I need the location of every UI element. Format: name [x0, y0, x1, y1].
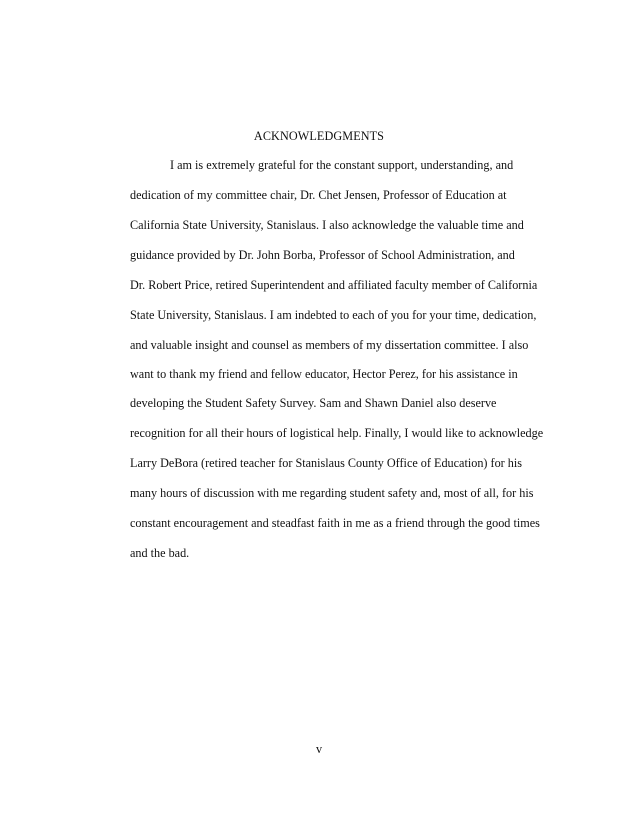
page-title: ACKNOWLEDGMENTS — [253, 129, 385, 143]
paragraph-line-5: Dr. Robert Price, retired Superintendent and affiliated faculty member of California — [130, 278, 538, 292]
paragraph-line-9: developing the Student Safety Survey. Sam and Shawn Daniel also deserve — [130, 396, 497, 410]
paragraph-line-12: many hours of discussion with me regarding student safety and, most of all, for his — [130, 486, 534, 500]
paragraph-line-14: and the bad. — [130, 546, 190, 560]
page-number: v — [315, 742, 323, 756]
paragraph-line-10: recognition for all their hours of logistical help. Finally, I would like to acknowledge — [130, 426, 544, 440]
paragraph-line-7: and valuable insight and counsel as members of my dissertation committee. I also — [130, 338, 529, 352]
paragraph-line-2: dedication of my committee chair, Dr. Chet Jensen, Professor of Education at — [130, 188, 507, 202]
paragraph-line-11: Larry DeBora (retired teacher for Stanislaus County Office of Education) for his — [130, 456, 523, 470]
paragraph-line-8: want to thank my friend and fellow educator, Hector Perez, for his assistance in — [130, 367, 518, 381]
paragraph-line-13: constant encouragement and steadfast faith in me as a friend through the good times — [130, 516, 540, 530]
paragraph-line-3: California State University, Stanislaus. I also acknowledge the valuable time and — [130, 218, 524, 232]
paragraph-line-1: I am is extremely grateful for the constant support, understanding, and — [170, 158, 514, 172]
paragraph-line-4: guidance provided by Dr. John Borba, Professor of School Administration, and — [130, 248, 515, 262]
paragraph-line-6: State University, Stanislaus. I am indebted to each of you for your time, dedication, — [130, 308, 537, 322]
